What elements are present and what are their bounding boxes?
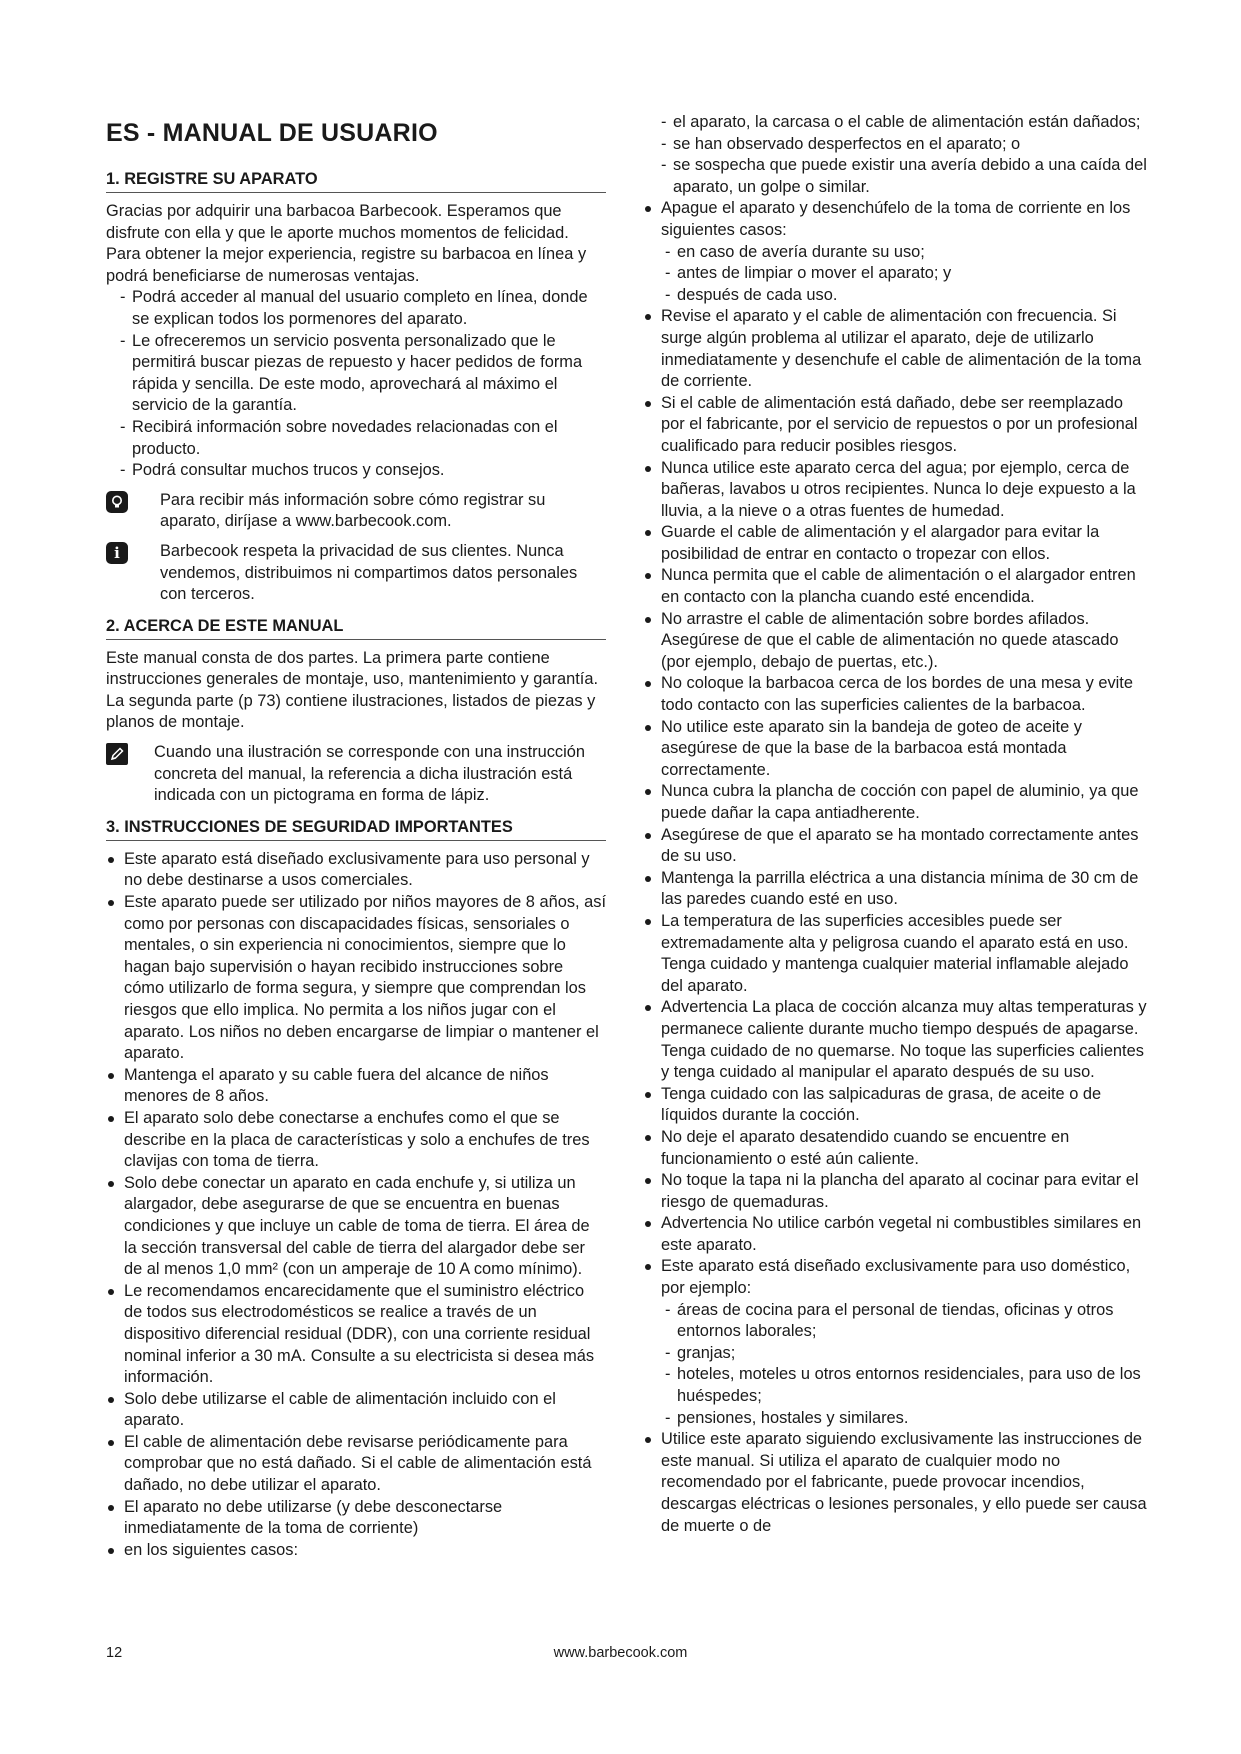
list-item: Nunca utilice este aparato cerca del agua; por ejemplo, cerca de bañeras, lavabos u otros recipientes. Nunca lo deje expuesto a la lluvia, a la nieve o a otras fuentes de humedad. [643,458,1149,523]
list-item: No deje el aparato desatendido cuando se encuentre en funcionamiento o esté aún caliente. [643,1127,1149,1170]
section-safety [106,817,606,1562]
list-item: No arrastre el cable de alimentación sobre bordes afilados. Asegúrese de que el cable de alimentación no quede atascado (por ejemplo, debajo de puertas, etc.). [643,609,1149,674]
list-item: Advertencia La placa de cocción alcanza muy altas temperaturas y permanece caliente durante mucho tiempo después de apagarse. Tenga cuidado de no quemarse. No toque las superficies calientes y tenga cuidado al manipular el aparato después de su uso. [643,997,1149,1083]
register-intro: Gracias por adquirir una barbacoa Barbecook. Esperamos que disfrute con ella y que le aporte muchos momentos de felicidad. Para obtener la mejor experiencia, registre su barbacoa en línea y podrá beneficiarse de numerosas ventajas. [106,202,587,285]
safety-bullets-right [643,198,1149,1537]
list-item: El cable de alimentación debe revisarse periódicamente para comprobar que no está dañado. Si el cable de alimentación está dañado, no debe utilizar el aparato. [106,1432,606,1497]
list-item: - Recibirá información sobre novedades relacionadas con el producto. [120,417,606,460]
list-item: Asegúrese de que el aparato se ha montado correctamente antes de su uso. [643,825,1149,868]
list-item: - pensiones, hostales y similares. [665,1408,1149,1430]
list-item: No toque la tapa ni la plancha del aparato al cocinar para evitar el riesgo de quemaduras. [643,1170,1149,1213]
domestic-uses-list [665,1300,1149,1430]
section-heading-register: 1. REGISTRE SU APARATO [106,169,606,193]
right-column [643,112,1149,1537]
list-item: - se sospecha que puede existir una avería debido a una caída del aparato, un golpe o similar. [661,155,1149,198]
list-item: Solo debe conectar un aparato en cada enchufe y, si utiliza un alargador, debe asegurarse de que se encuentra en buenas condiciones y que incluye un cable de toma de tierra. El área de la sección transversal del cable de tierra del alargador debe ser de al menos 1,0 mm² (con un amperaje de 10 A como mínimo). [106,1173,606,1281]
page-title: ES - MANUAL DE USUARIO [106,119,438,147]
section-heading-safety: 3. INSTRUCCIONES DE SEGURIDAD IMPORTANTES [106,817,606,841]
list-item: Le recomendamos encarecidamente que el suministro eléctrico de todos sus electrodomésticos se realice a través de un dispositivo diferencial residual (DDR), con una corriente residual nominal inferior a 30 mA. Consulte a su electricista si desea más información. [106,1281,606,1389]
unplug-cases-list [665,242,1149,307]
list-item: Nunca cubra la plancha de cocción con papel de aluminio, ya que puede dañar la capa antiadherente. [643,781,1149,824]
list-item: Mantenga el aparato y su cable fuera del alcance de niños menores de 8 años. [106,1065,606,1108]
list-item: Revise el aparato y el cable de alimentación con frecuencia. Si surge algún problema al utilizar el aparato, deje de utilizarlo inmediatamente y desenchufe el cable de alimentación de la toma de corriente. [643,306,1149,392]
list-item: - áreas de cocina para el personal de tiendas, oficinas y otros entornos laborales; [665,1300,1149,1343]
footer-url[interactable]: www.barbecook.com [553,1645,688,1661]
info-note-text: Barbecook respeta la privacidad de sus clientes. Nunca vendemos, distribuimos ni compartimos datos personales con terceros. [160,541,578,604]
list-item: Nunca permita que el cable de alimentación o el alargador entren en contacto con la plancha cuando esté encendida. [643,565,1149,608]
list-item: Tenga cuidado con las salpicaduras de grasa, de aceite o de líquidos durante la cocción. [643,1084,1149,1127]
list-item: No utilice este aparato sin la bandeja de goteo de aceite y asegúrese de que la base de la barbacoa está montada correctamente. [643,717,1149,782]
list-item: - antes de limpiar o mover el aparato; y [665,263,1149,285]
list-item [643,198,1149,306]
list-item: Si el cable de alimentación está dañado, debe ser reemplazado por el fabricante, por el servicio de repuestos o por un profesional cualificado para reducir posibles riesgos. [643,393,1149,458]
list-item: Utilice este aparato siguiendo exclusivamente las instrucciones de este manual. Si utiliza el aparato de cualquier modo no recomendado por el fabricante, puede provocar incendios, descargas eléctricas o lesiones personales, y ello puede ser causa de muerte o de [643,1429,1149,1537]
list-item: Guarde el cable de alimentación y el alargador para evitar la posibilidad de entrar en contacto o tropezar con ellos. [643,522,1149,565]
pencil-note-text: Cuando una ilustración se corresponde con una instrucción concreta del manual, la referencia a dicha ilustración está indicada con un pictograma en forma de lápiz. [154,743,585,805]
list-item: No coloque la barbacoa cerca de los bordes de una mesa y evite todo contacto con las superficies calientes de la barbacoa. [643,673,1149,716]
bullet-text: Este aparato está diseñado exclusivamente para uso doméstico, por ejemplo: [661,1257,1131,1298]
pencil-note [106,742,606,807]
list-item: - después de cada uso. [665,285,1149,307]
list-item [643,1256,1149,1429]
section-heading-about: 2. ACERCA DE ESTE MANUAL [106,616,606,640]
list-item: en los siguientes casos: [106,1540,606,1562]
list-item: - granjas; [665,1343,1149,1365]
register-benefits-list [120,287,606,481]
list-item: - Le ofreceremos un servicio posventa personalizado que le permitirá buscar piezas de repuesto y hacer pedidos de forma rápida y sencilla. De este modo, aprovechará al máximo el servicio de la garantía. [120,331,606,417]
tip-note-text: Para recibir más información sobre cómo registrar su aparato, diríjase a www.barbecook.com. [160,490,546,531]
section-about-manual [106,616,606,807]
list-item: Solo debe utilizarse el cable de alimentación incluido con el aparato. [106,1389,606,1432]
list-item: Advertencia No utilice carbón vegetal ni combustibles similares en este aparato. [643,1213,1149,1256]
page-footer [0,1643,1241,1663]
list-item: - Podrá consultar muchos trucos y consejos. [120,460,606,482]
lightbulb-icon [106,491,128,513]
list-item: - Podrá acceder al manual del usuario completo en línea, donde se explican todos los pormenores del aparato. [120,287,606,330]
list-item: - hoteles, moteles u otros entornos residenciales, para uso de los huéspedes; [665,1364,1149,1407]
list-item: El aparato no debe utilizarse (y debe desconectarse inmediatamente de la toma de corriente) [106,1497,606,1540]
about-para-1: Este manual consta de dos partes. La primera parte contiene instrucciones generales de montaje, uso, mantenimiento y garantía. [106,648,598,689]
about-para-2: La segunda parte (p 73) contiene ilustraciones, listados de piezas y planos de montaje. [106,691,596,732]
list-item: Mantenga la parrilla eléctrica a una distancia mínima de 30 cm de las paredes cuando esté en uso. [643,868,1149,911]
left-column [106,112,606,1571]
list-item: - en caso de avería durante su uso; [665,242,1149,264]
list-item: El aparato solo debe conectarse a enchufes como el que se describe en la placa de características y solo a enchufes de tres clavijas con toma de tierra. [106,1108,606,1173]
list-item: Este aparato está diseñado exclusivamente para uso personal y no debe destinarse a usos comerciales. [106,849,606,892]
section-register [106,169,606,606]
list-item: - el aparato, la carcasa o el cable de alimentación están dañados; [661,112,1149,134]
list-item: - se han observado desperfectos en el aparato; o [661,134,1149,156]
bullet-text: Apague el aparato y desenchúfelo de la toma de corriente en los siguientes casos: [661,199,1131,239]
list-item: Este aparato puede ser utilizado por niños mayores de 8 años, así como por personas con discapacidades físicas, sensoriales o mentales, o sin experiencia ni conocimientos, siempre que lo hagan bajo supervisión o hayan recibido instrucciones sobre cómo utilizarlo de forma segura, y siempre que comprendan los riesgos que ello implica. No permita a los niños jugar con el aparato. Los niños no deben encargarse de limpiar o mantener el aparato. [106,892,606,1065]
continued-dash-list [661,112,1149,198]
info-note [106,541,606,606]
list-item: La temperatura de las superficies accesibles puede ser extremadamente alta y peligrosa cuando el aparato está en uso. Tenga cuidado y mantenga cualquier material inflamable alejado del aparato. [643,911,1149,997]
page-number: 12 [106,1645,123,1661]
pencil-icon [106,743,128,765]
tip-note [106,490,606,533]
safety-bullets-left [106,849,606,1562]
info-icon: i [106,542,128,564]
